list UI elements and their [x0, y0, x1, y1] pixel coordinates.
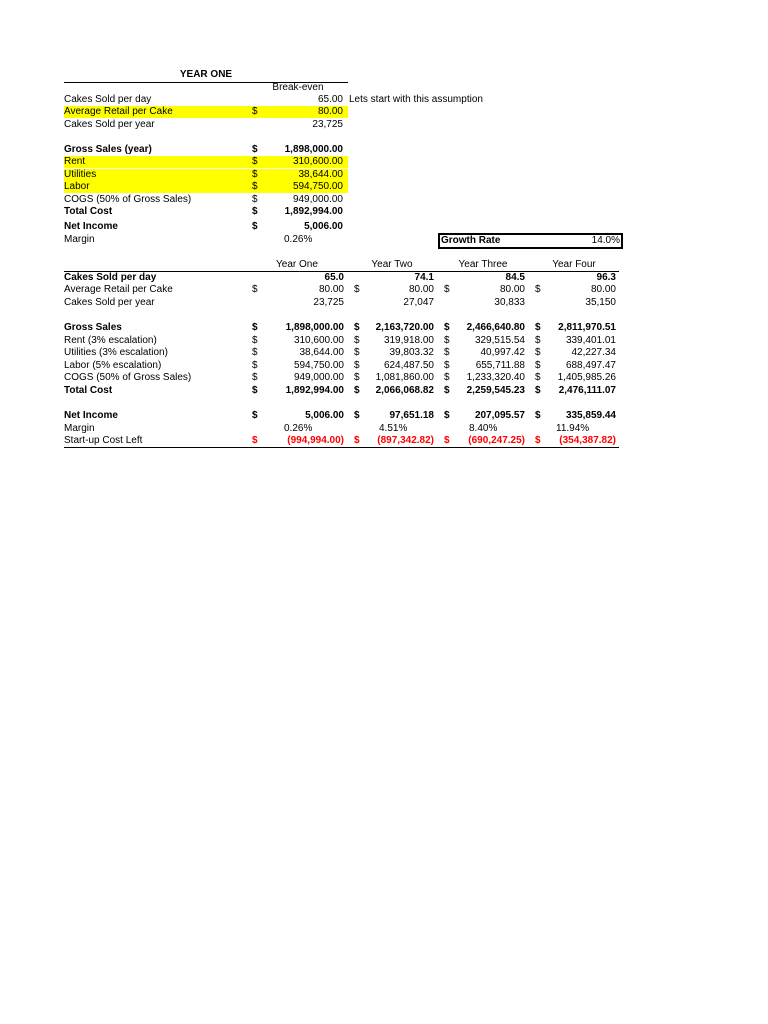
- value-cell[interactable]: 2,476,111.07: [558, 385, 616, 396]
- value-cell[interactable]: 949,000.00: [292, 194, 343, 205]
- value-cell[interactable]: 65.00: [317, 94, 343, 105]
- row-label: Cakes Sold per year: [64, 297, 155, 308]
- currency-symbol: $: [252, 206, 258, 217]
- row-label: Net Income: [64, 221, 118, 232]
- currency-symbol: $: [252, 322, 258, 333]
- row-label: Cakes Sold per year: [64, 119, 155, 130]
- value-cell[interactable]: (690,247.25): [468, 435, 525, 446]
- currency-symbol: $: [354, 372, 360, 383]
- value-cell[interactable]: 1,081,860.00: [375, 372, 434, 383]
- value-cell[interactable]: 1,898,000.00: [284, 144, 343, 155]
- currency-symbol: $: [354, 335, 360, 346]
- row-label: Cakes Sold per day: [64, 272, 157, 283]
- currency-symbol: $: [252, 106, 258, 117]
- value-cell[interactable]: 5,006.00: [305, 410, 344, 421]
- value-cell[interactable]: 2,466,640.80: [466, 322, 525, 333]
- value-cell[interactable]: 1,892,994.00: [285, 385, 344, 396]
- currency-symbol: $: [354, 284, 360, 295]
- growth-rate-label: Growth Rate: [441, 235, 501, 246]
- currency-symbol: $: [444, 322, 450, 333]
- currency-symbol: $: [444, 410, 450, 421]
- value-cell[interactable]: 97,651.18: [389, 410, 434, 421]
- value-cell[interactable]: 4.51%: [379, 423, 408, 434]
- currency-symbol: $: [444, 284, 450, 295]
- divider: [64, 447, 619, 448]
- value-cell[interactable]: 74.1: [414, 272, 434, 283]
- currency-symbol: $: [354, 347, 360, 358]
- currency-symbol: $: [444, 385, 450, 396]
- row-label: Rent: [64, 156, 86, 167]
- value-cell[interactable]: 339,401.01: [565, 335, 616, 346]
- year-header: Year Three: [458, 259, 508, 270]
- currency-symbol: $: [354, 385, 360, 396]
- value-cell[interactable]: 27,047: [403, 297, 434, 308]
- currency-symbol: $: [252, 181, 258, 192]
- value-cell[interactable]: 23,725: [313, 297, 344, 308]
- row-label: Average Retail per Cake: [64, 106, 173, 117]
- currency-symbol: $: [252, 156, 258, 167]
- value-cell[interactable]: 80.00: [408, 284, 434, 295]
- value-cell[interactable]: 0.26%: [284, 423, 313, 434]
- value-cell[interactable]: 96.3: [596, 272, 616, 283]
- currency-symbol: $: [252, 360, 258, 371]
- row-label: Utilities (3% escalation): [64, 347, 168, 358]
- value-cell[interactable]: 2,066,068.82: [375, 385, 434, 396]
- value-cell[interactable]: 38,644.00: [298, 169, 343, 180]
- value-cell[interactable]: 38,644.00: [299, 347, 344, 358]
- value-cell[interactable]: 39,803.32: [389, 347, 434, 358]
- currency-symbol: $: [252, 435, 258, 446]
- row-label: Gross Sales (year): [64, 144, 152, 155]
- value-cell[interactable]: 80.00: [590, 284, 616, 295]
- row-label: COGS (50% of Gross Sales): [64, 194, 192, 205]
- value-cell[interactable]: 624,487.50: [383, 360, 434, 371]
- row-label: Average Retail per Cake: [64, 284, 173, 295]
- value-cell[interactable]: 1,233,320.40: [466, 372, 525, 383]
- value-cell[interactable]: 594,750.00: [292, 181, 343, 192]
- value-cell[interactable]: 80.00: [317, 106, 343, 117]
- value-cell[interactable]: 1,892,994.00: [284, 206, 343, 217]
- row-label: Net Income: [64, 410, 118, 421]
- value-cell[interactable]: 30,833: [494, 297, 525, 308]
- value-cell[interactable]: 23,725: [312, 119, 343, 130]
- currency-symbol: $: [535, 360, 541, 371]
- currency-symbol: $: [354, 360, 360, 371]
- row-label: Total Cost: [64, 385, 113, 396]
- row-label: Rent (3% escalation): [64, 335, 157, 346]
- value-cell[interactable]: 310,600.00: [293, 335, 344, 346]
- value-cell[interactable]: 1,898,000.00: [285, 322, 344, 333]
- year-header: Year One: [276, 259, 318, 270]
- currency-symbol: $: [354, 322, 360, 333]
- value-cell[interactable]: 594,750.00: [293, 360, 344, 371]
- value-cell[interactable]: 0.26%: [284, 234, 313, 245]
- currency-symbol: $: [252, 410, 258, 421]
- value-cell[interactable]: 310,600.00: [292, 156, 343, 167]
- currency-symbol: $: [535, 347, 541, 358]
- value-cell[interactable]: 35,150: [585, 297, 616, 308]
- value-cell[interactable]: 40,997.42: [480, 347, 525, 358]
- currency-symbol: $: [252, 144, 258, 155]
- value-cell[interactable]: 335,859.44: [565, 410, 616, 421]
- value-cell[interactable]: 329,515.54: [474, 335, 525, 346]
- row-label: Total Cost: [64, 206, 113, 217]
- value-cell[interactable]: (897,342.82): [377, 435, 434, 446]
- value-cell[interactable]: 688,497.47: [565, 360, 616, 371]
- row-label: Labor (5% escalation): [64, 360, 162, 371]
- currency-symbol: $: [535, 435, 541, 446]
- currency-symbol: $: [252, 194, 258, 205]
- currency-symbol: $: [252, 385, 258, 396]
- currency-symbol: $: [252, 372, 258, 383]
- value-cell[interactable]: 65.0: [324, 272, 344, 283]
- value-cell[interactable]: 949,000.00: [293, 372, 344, 383]
- currency-symbol: $: [252, 221, 258, 232]
- value-cell[interactable]: 11.94%: [556, 423, 590, 434]
- value-cell[interactable]: 2,811,970.51: [558, 322, 616, 333]
- row-label: Start-up Cost Left: [64, 435, 143, 446]
- row-label: Labor: [64, 181, 90, 192]
- currency-symbol: $: [444, 335, 450, 346]
- value-cell[interactable]: 655,711.88: [475, 360, 525, 371]
- currency-symbol: $: [444, 347, 450, 358]
- value-cell[interactable]: (354,387.82): [559, 435, 616, 446]
- growth-rate-value[interactable]: 14.0%: [591, 235, 620, 246]
- break-even-header: Break-even: [272, 82, 324, 93]
- currency-symbol: $: [535, 372, 541, 383]
- currency-symbol: $: [535, 284, 541, 295]
- value-cell[interactable]: 1,405,985.26: [557, 372, 616, 383]
- currency-symbol: $: [535, 322, 541, 333]
- row-label: Utilities: [64, 169, 97, 180]
- currency-symbol: $: [252, 335, 258, 346]
- value-cell[interactable]: 42,227.34: [571, 347, 616, 358]
- currency-symbol: $: [535, 335, 541, 346]
- row-label: Margin: [64, 423, 95, 434]
- row-label: COGS (50% of Gross Sales): [64, 372, 192, 383]
- currency-symbol: $: [444, 435, 450, 446]
- currency-symbol: $: [354, 410, 360, 421]
- currency-symbol: $: [535, 410, 541, 421]
- currency-symbol: $: [252, 169, 258, 180]
- growth-rate-box: [438, 233, 623, 249]
- year-header: Year Four: [552, 259, 596, 270]
- value-cell[interactable]: 2,259,545.23: [466, 385, 525, 396]
- value-cell[interactable]: 8.40%: [469, 423, 498, 434]
- value-cell[interactable]: 80.00: [499, 284, 525, 295]
- currency-symbol: $: [444, 372, 450, 383]
- year-header: Year Two: [371, 259, 413, 270]
- value-cell[interactable]: 2,163,720.00: [375, 322, 434, 333]
- value-cell[interactable]: (994,994.00): [287, 435, 344, 446]
- assumption-note: Lets start with this assumption: [349, 94, 483, 105]
- value-cell[interactable]: 84.5: [505, 272, 525, 283]
- row-label: Margin: [64, 234, 95, 245]
- currency-symbol: $: [535, 385, 541, 396]
- value-cell[interactable]: 319,918.00: [383, 335, 434, 346]
- row-label: Cakes Sold per day: [64, 94, 152, 105]
- currency-symbol: $: [444, 360, 450, 371]
- year-one-title: YEAR ONE: [179, 69, 233, 80]
- currency-symbol: $: [252, 347, 258, 358]
- row-label: Gross Sales: [64, 322, 122, 333]
- value-cell[interactable]: 207,095.57: [474, 410, 525, 421]
- currency-symbol: $: [252, 284, 258, 295]
- value-cell[interactable]: 5,006.00: [304, 221, 343, 232]
- currency-symbol: $: [354, 435, 360, 446]
- value-cell[interactable]: 80.00: [318, 284, 344, 295]
